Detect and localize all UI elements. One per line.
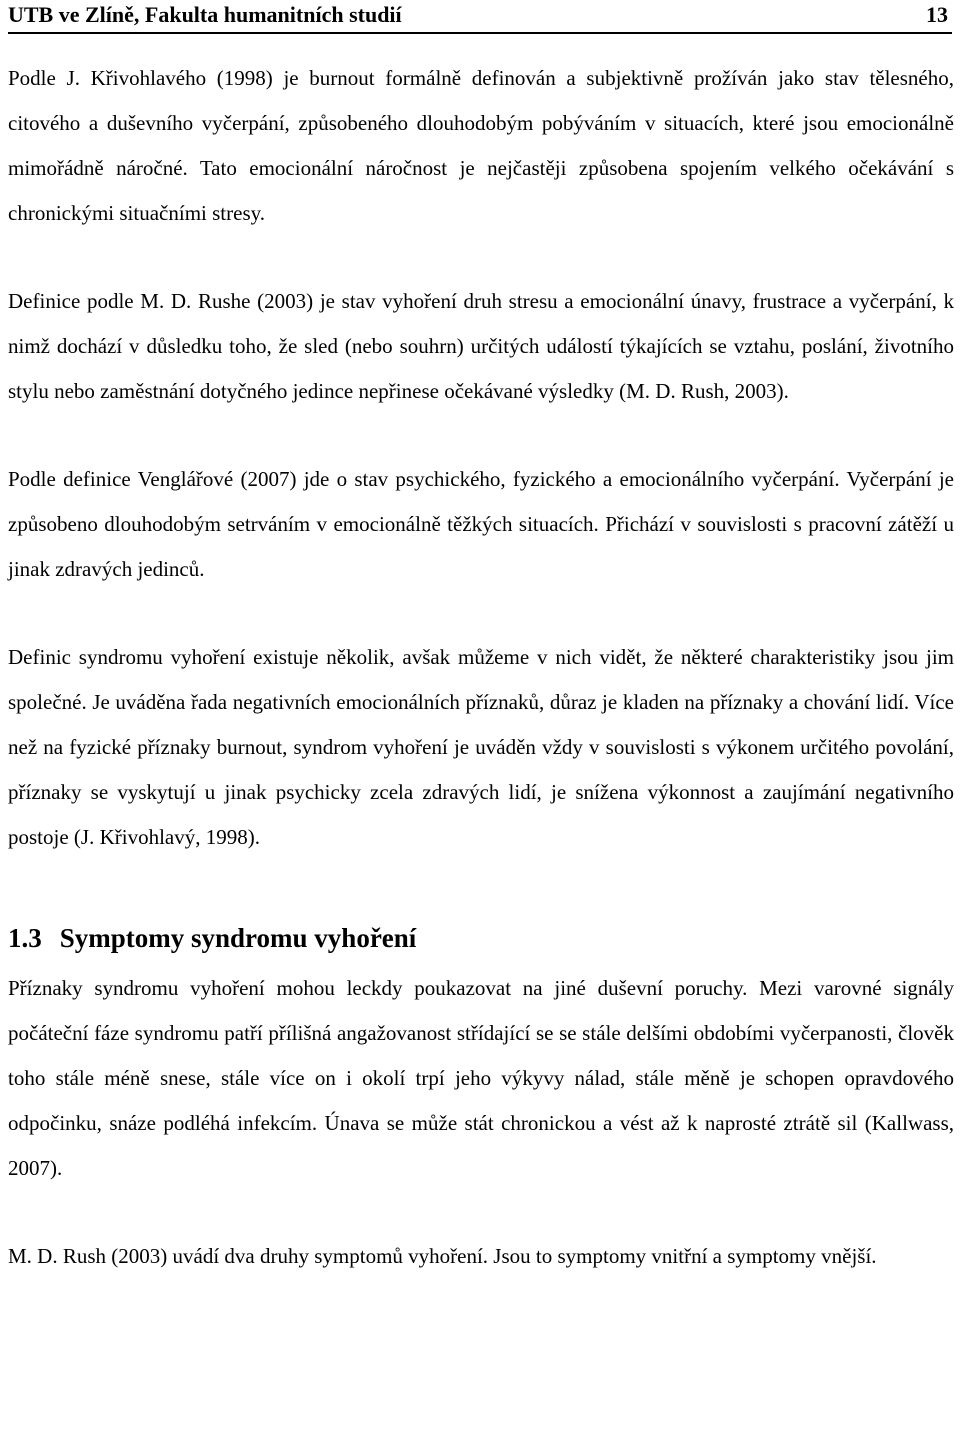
paragraph-warning-signs: Příznaky syndromu vyhoření mohou leckdy poukazovat na jiné duševní poruchy. Mezi varovné signály počáteční fáze syndromu patří přílišná angažovanost střídající se se stále delšími obdobími vyčerpanosti, člověk toho stále méně snese, stále více on i okolí trpí jeho výkyvy nálad, stále měně je schopen opravdového odpočinku, snáze podléhá infekcím. Únava se může stát chronickou a vést až k naprosté ztrátě sil (Kallwass, 2007). (8, 976, 954, 1180)
paragraph-common-characteristics: Definic syndromu vyhoření existuje několik, avšak můžeme v nich vidět, že některé charakteristiky jsou jim společné. Je uváděna řada negativních emocionálních příznaků, důraz je kladen na příznaky a chování lidí. Více než na fyzické příznaky burnout, syndrom vyhoření je uváděn vždy v souvislosti s výkonem určitého povolání, příznaky se vyskytují u jinak psychicky zcela zdravých lidí, je snížena výkonnost a zaujímání negativního postoje (J. Křivohlavý, 1998). (8, 645, 954, 849)
section-heading (8, 918, 954, 958)
page-body (8, 56, 954, 1279)
section-number: 1.3 (8, 923, 42, 953)
running-header-title: UTB ve Zlíně, Fakulta humanitních studií (8, 2, 402, 27)
paragraph-krivohlavy-definition: Podle J. Křivohlavého (1998) je burnout formálně definován a subjektivně prožíván jako stav tělesného, citového a duševního vyčerpání, způsobeného dlouhodobým pobýváním v situacích, které jsou emocionálně mimořádně náročné. Tato emocionální náročnost je nejčastěji způsobena spojením velkého očekávání s chronickými situačními stresy. (8, 66, 954, 225)
paragraph-rush-definition: Definice podle M. D. Rushe (2003) je stav vyhoření druh stresu a emocionální únavy, frustrace a vyčerpání, k nimž dochází v důsledku toho, že sled (nebo souhrn) určitých událostí týkajících se vztahu, poslání, životního stylu nebo zaměstnání dotyčného jedince nepřinese očekávané výsledky (M. D. Rush, 2003). (8, 289, 954, 403)
paragraph-venglarova-definition: Podle definice Venglářové (2007) jde o stav psychického, fyzického a emocionálního vyčerpání. Vyčerpání je způsobeno dlouhodobým setrváním v emocionálně těžkých situacích. Přichází v souvislosti s pracovní zátěží u jinak zdravých jedinců. (8, 467, 954, 581)
page-header (8, 0, 952, 34)
page-number: 13 (926, 2, 948, 27)
section-title: Symptomy syndromu vyhoření (59, 923, 417, 953)
paragraph-symptom-types: M. D. Rush (2003) uvádí dva druhy symptomů vyhoření. Jsou to symptomy vnitřní a symptomy vnější. (8, 1244, 877, 1268)
